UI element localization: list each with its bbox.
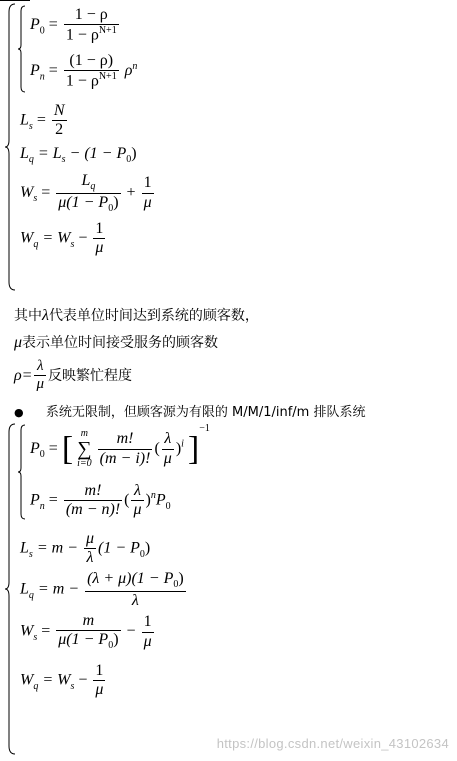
line2-suffix: 表示单位时间接受服务的顾客数 xyxy=(22,335,219,351)
s2-ws-fraction-2 xyxy=(142,613,154,651)
line3-suffix: 反映繁忙程度 xyxy=(48,367,133,384)
s2-ws-fraction: $\frac{m}{\mu(1 - P_0)}$ xyxy=(58,612,119,652)
s1-wq-rhs-sub: s xyxy=(70,238,75,250)
explanation-line-3 xyxy=(14,358,132,394)
s2-lq-equation xyxy=(20,570,188,610)
s1-lq-rhs-sub: s xyxy=(61,154,66,166)
s1-pn-tail: ρ xyxy=(124,62,133,80)
s1-ws-lhs: W xyxy=(20,183,34,201)
s2-ls-rhs: = m − xyxy=(36,539,78,557)
lambda-symbol: λ xyxy=(42,307,49,324)
s2-lq-num-sub: 0 xyxy=(173,579,179,591)
s1-pn-num: (1 − ρ) xyxy=(64,52,119,71)
bullet-line xyxy=(14,401,365,420)
s2-ws-num2: 1 xyxy=(142,613,154,632)
s1-lq-rhs-tail-sub: 0 xyxy=(126,154,132,166)
outer-brace-1 xyxy=(5,2,17,292)
sum-bottom: i=0 xyxy=(77,458,92,470)
s2-pn-num: m! xyxy=(64,482,122,501)
s2-ls-tail-sub: 0 xyxy=(139,548,145,560)
s1-p0-equation: $P_0$ = $\frac{1 - \rho}{1 - \rho^{N+1}}$ xyxy=(30,6,117,44)
top-rule xyxy=(0,0,30,1)
s1-ls-sub: s xyxy=(28,120,33,132)
s1-ws-sub: s xyxy=(33,193,38,205)
s1-lq-equation: $L_q = L_s - (1 - P_0)$ xyxy=(20,145,137,166)
left-bracket: [ xyxy=(61,430,74,468)
s2-pn-tail: P xyxy=(155,491,166,509)
s2-ws-den-sub: 0 xyxy=(108,640,114,652)
s2-p0-sub: 0 xyxy=(39,449,45,461)
s1-p0-lhs: P xyxy=(30,16,40,34)
s2-p0-den: (m − i)! xyxy=(99,449,151,467)
s2-ls-equation: $L_s = m$ − $\frac{\mu}{\lambda}$ $(1 - P_0)$ xyxy=(20,530,151,567)
s1-p0-den-sup: N+1 xyxy=(98,25,117,37)
s2-ws-sub: s xyxy=(33,631,38,643)
s2-wq-fraction xyxy=(93,662,105,700)
s2-pn-mu: μ xyxy=(133,501,142,519)
s2-ws-minus: − xyxy=(126,622,136,640)
s2-p0-mu: μ xyxy=(163,449,172,467)
s1-ls-num: N xyxy=(52,102,67,121)
s2-wq-num: 1 xyxy=(93,662,105,681)
explanation-line-1 xyxy=(14,305,259,325)
s1-ws-num-sub: q xyxy=(90,181,96,193)
s2-pn-tail-sub: 0 xyxy=(165,500,171,512)
s1-ws-equation: $W_s$ = $\frac{L_q}{\mu(1 - P_0)}$ + $\frac{1}{\mu}$ xyxy=(20,172,152,214)
s1-wq-sub: q xyxy=(33,238,39,250)
mu-symbol: μ xyxy=(14,334,23,351)
s2-lq-rhs: = m − xyxy=(37,580,80,598)
rho-lhs: ρ= xyxy=(14,366,33,384)
s1-wq-rhs: = W xyxy=(42,229,71,247)
s2-ls-fraction xyxy=(84,530,96,568)
s2-pn-lhs: P xyxy=(30,491,40,509)
s1-wq-fraction xyxy=(93,220,105,258)
s1-lq-rhs: = L xyxy=(37,145,62,162)
watermark: https://blog.csdn.net/weixin_43102634 xyxy=(216,736,449,751)
s2-ls-lhs: L xyxy=(20,539,29,557)
s2-pn-fraction xyxy=(64,482,122,520)
s1-pn-den: 1 − ρ xyxy=(65,72,99,90)
s1-lq-lhs: L xyxy=(20,145,29,162)
s2-lq-num: (λ + μ)(1 − P xyxy=(87,570,174,587)
s1-p0-den: 1 − ρ xyxy=(65,26,99,44)
bullet-text: 系统无限制，但顾客源为有限的 M/M/1/inf/m 排队系统 xyxy=(45,405,366,420)
s2-wq-sub: q xyxy=(33,680,39,692)
s1-wq-equation xyxy=(20,220,107,258)
s1-pn-tail-sup: n xyxy=(132,60,138,72)
s2-pn-equation: $P_n$ = $\frac{m!}{(m - n)!}$ ( $\frac{\lambda}{\mu}$ )$^nP_0$ xyxy=(30,482,171,519)
s2-pn-pow: n xyxy=(150,490,156,502)
s1-wq-lhs: W xyxy=(20,229,34,247)
s1-ls-lhs: L xyxy=(20,111,29,129)
s1-p0-fraction xyxy=(64,6,119,45)
s2-ls-num: μ xyxy=(84,530,96,549)
s2-p0-pow: i xyxy=(181,438,184,450)
s2-lq-den: λ xyxy=(131,591,139,609)
s1-ws-num: L xyxy=(81,172,91,189)
s1-wq-minus: − xyxy=(78,229,88,247)
s2-ls-den: λ xyxy=(86,549,94,567)
s1-wq-den: μ xyxy=(95,239,104,257)
s1-pn-fraction xyxy=(64,52,119,91)
bullet-icon: ● xyxy=(14,406,24,419)
s2-pn-lambda: λ xyxy=(131,482,143,501)
s2-ws-lhs: W xyxy=(20,622,34,640)
s2-ws-den: μ(1 − P xyxy=(58,631,109,649)
s2-ws-den2: μ xyxy=(143,632,152,650)
s1-ws-num2: 1 xyxy=(142,174,154,193)
s1-pn-lhs: P xyxy=(30,62,40,80)
s2-wq-rhs: = W xyxy=(42,671,71,689)
sum-block xyxy=(77,429,92,469)
s2-p0-lambda-mu xyxy=(162,430,174,468)
s1-ws-fraction-2 xyxy=(142,174,154,212)
s2-lq-fraction: $\frac{(\lambda + \mu)(1 - P_0)}{\lambda}$ xyxy=(87,570,184,609)
s1-pn-equation: $P_n$ = $\frac{(1 - \rho)}{1 - \rho^{N+1}}$ $\rho^n$ xyxy=(30,52,138,90)
s2-wq-rhs-sub: s xyxy=(70,680,75,692)
s2-p0-num: m! xyxy=(98,430,153,449)
rho-fraction xyxy=(34,358,46,394)
sum-top: m xyxy=(80,428,89,440)
sum-icon: ∑ xyxy=(77,438,92,461)
s2-wq-minus: − xyxy=(78,671,88,689)
s2-wq-lhs: W xyxy=(20,671,34,689)
s2-lq-lhs: L xyxy=(20,580,29,598)
inner-brace-1 xyxy=(17,5,27,93)
s2-p0-lambda: λ xyxy=(162,430,174,449)
s1-lq-sub: q xyxy=(28,154,34,166)
s1-wq-num: 1 xyxy=(93,220,105,239)
s1-p0-num: 1 − ρ xyxy=(64,6,119,25)
s1-lq-rhs-tail: − (1 − P xyxy=(69,145,127,162)
s1-ws-den2: μ xyxy=(143,193,152,211)
s2-wq-equation xyxy=(20,662,107,700)
s1-p0-sub: 0 xyxy=(39,25,45,37)
s2-p0-eq: = xyxy=(48,440,58,457)
s1-ls-equation: $L_s$ = $\frac{N}{2}$ xyxy=(20,102,65,139)
s2-wq-den: μ xyxy=(95,681,104,699)
s2-ls-tail: (1 − P xyxy=(98,539,140,557)
rho-den: μ xyxy=(36,376,45,393)
s2-ws-equation: $W_s$ = $\frac{m}{\mu(1 - P_0)}$ − $\frac{1}{\mu}$ xyxy=(20,612,152,652)
s2-p0-outer-pow: −1 xyxy=(199,423,210,434)
rho-num: λ xyxy=(34,358,46,376)
s1-ls-fraction xyxy=(52,102,67,140)
s2-p0-equation: $P_0$ = [ m ∑ i=0 $\frac{m!}{(m - i)!}$ ( $\frac{\lambda}{\mu}$ )$^i$ ]$^{-1}$ xyxy=(30,423,210,470)
s1-ws-den-sub: 0 xyxy=(108,202,114,214)
line1-prefix: 其中 xyxy=(14,308,42,324)
s2-pn-sub: n xyxy=(39,500,45,512)
explanation-line-2 xyxy=(14,332,218,352)
inner-brace-2 xyxy=(17,424,27,520)
s2-ls-sub: s xyxy=(28,548,33,560)
s2-p0-lhs: P xyxy=(30,440,40,457)
s2-pn-lambda-mu xyxy=(131,482,143,520)
s2-pn-den: (m − n)! xyxy=(65,501,121,519)
right-bracket: ] xyxy=(187,430,200,468)
line1-suffix: 代表单位时间达到系统的顾客数， xyxy=(48,308,259,324)
s1-ws-fraction: $\frac{L_q}{\mu(1 - P_0)}$ xyxy=(58,172,119,214)
s1-ws-plus: + xyxy=(126,183,136,201)
s2-p0-fraction xyxy=(98,430,153,468)
s1-ls-den: 2 xyxy=(55,121,64,139)
s2-ws-num: m xyxy=(56,612,120,631)
s1-ws-den: μ(1 − P xyxy=(58,193,109,211)
s1-pn-den-sup: N+1 xyxy=(98,71,117,83)
s2-lq-sub: q xyxy=(28,589,34,601)
outer-brace-2 xyxy=(5,422,17,756)
s1-pn-sub: n xyxy=(39,71,45,83)
